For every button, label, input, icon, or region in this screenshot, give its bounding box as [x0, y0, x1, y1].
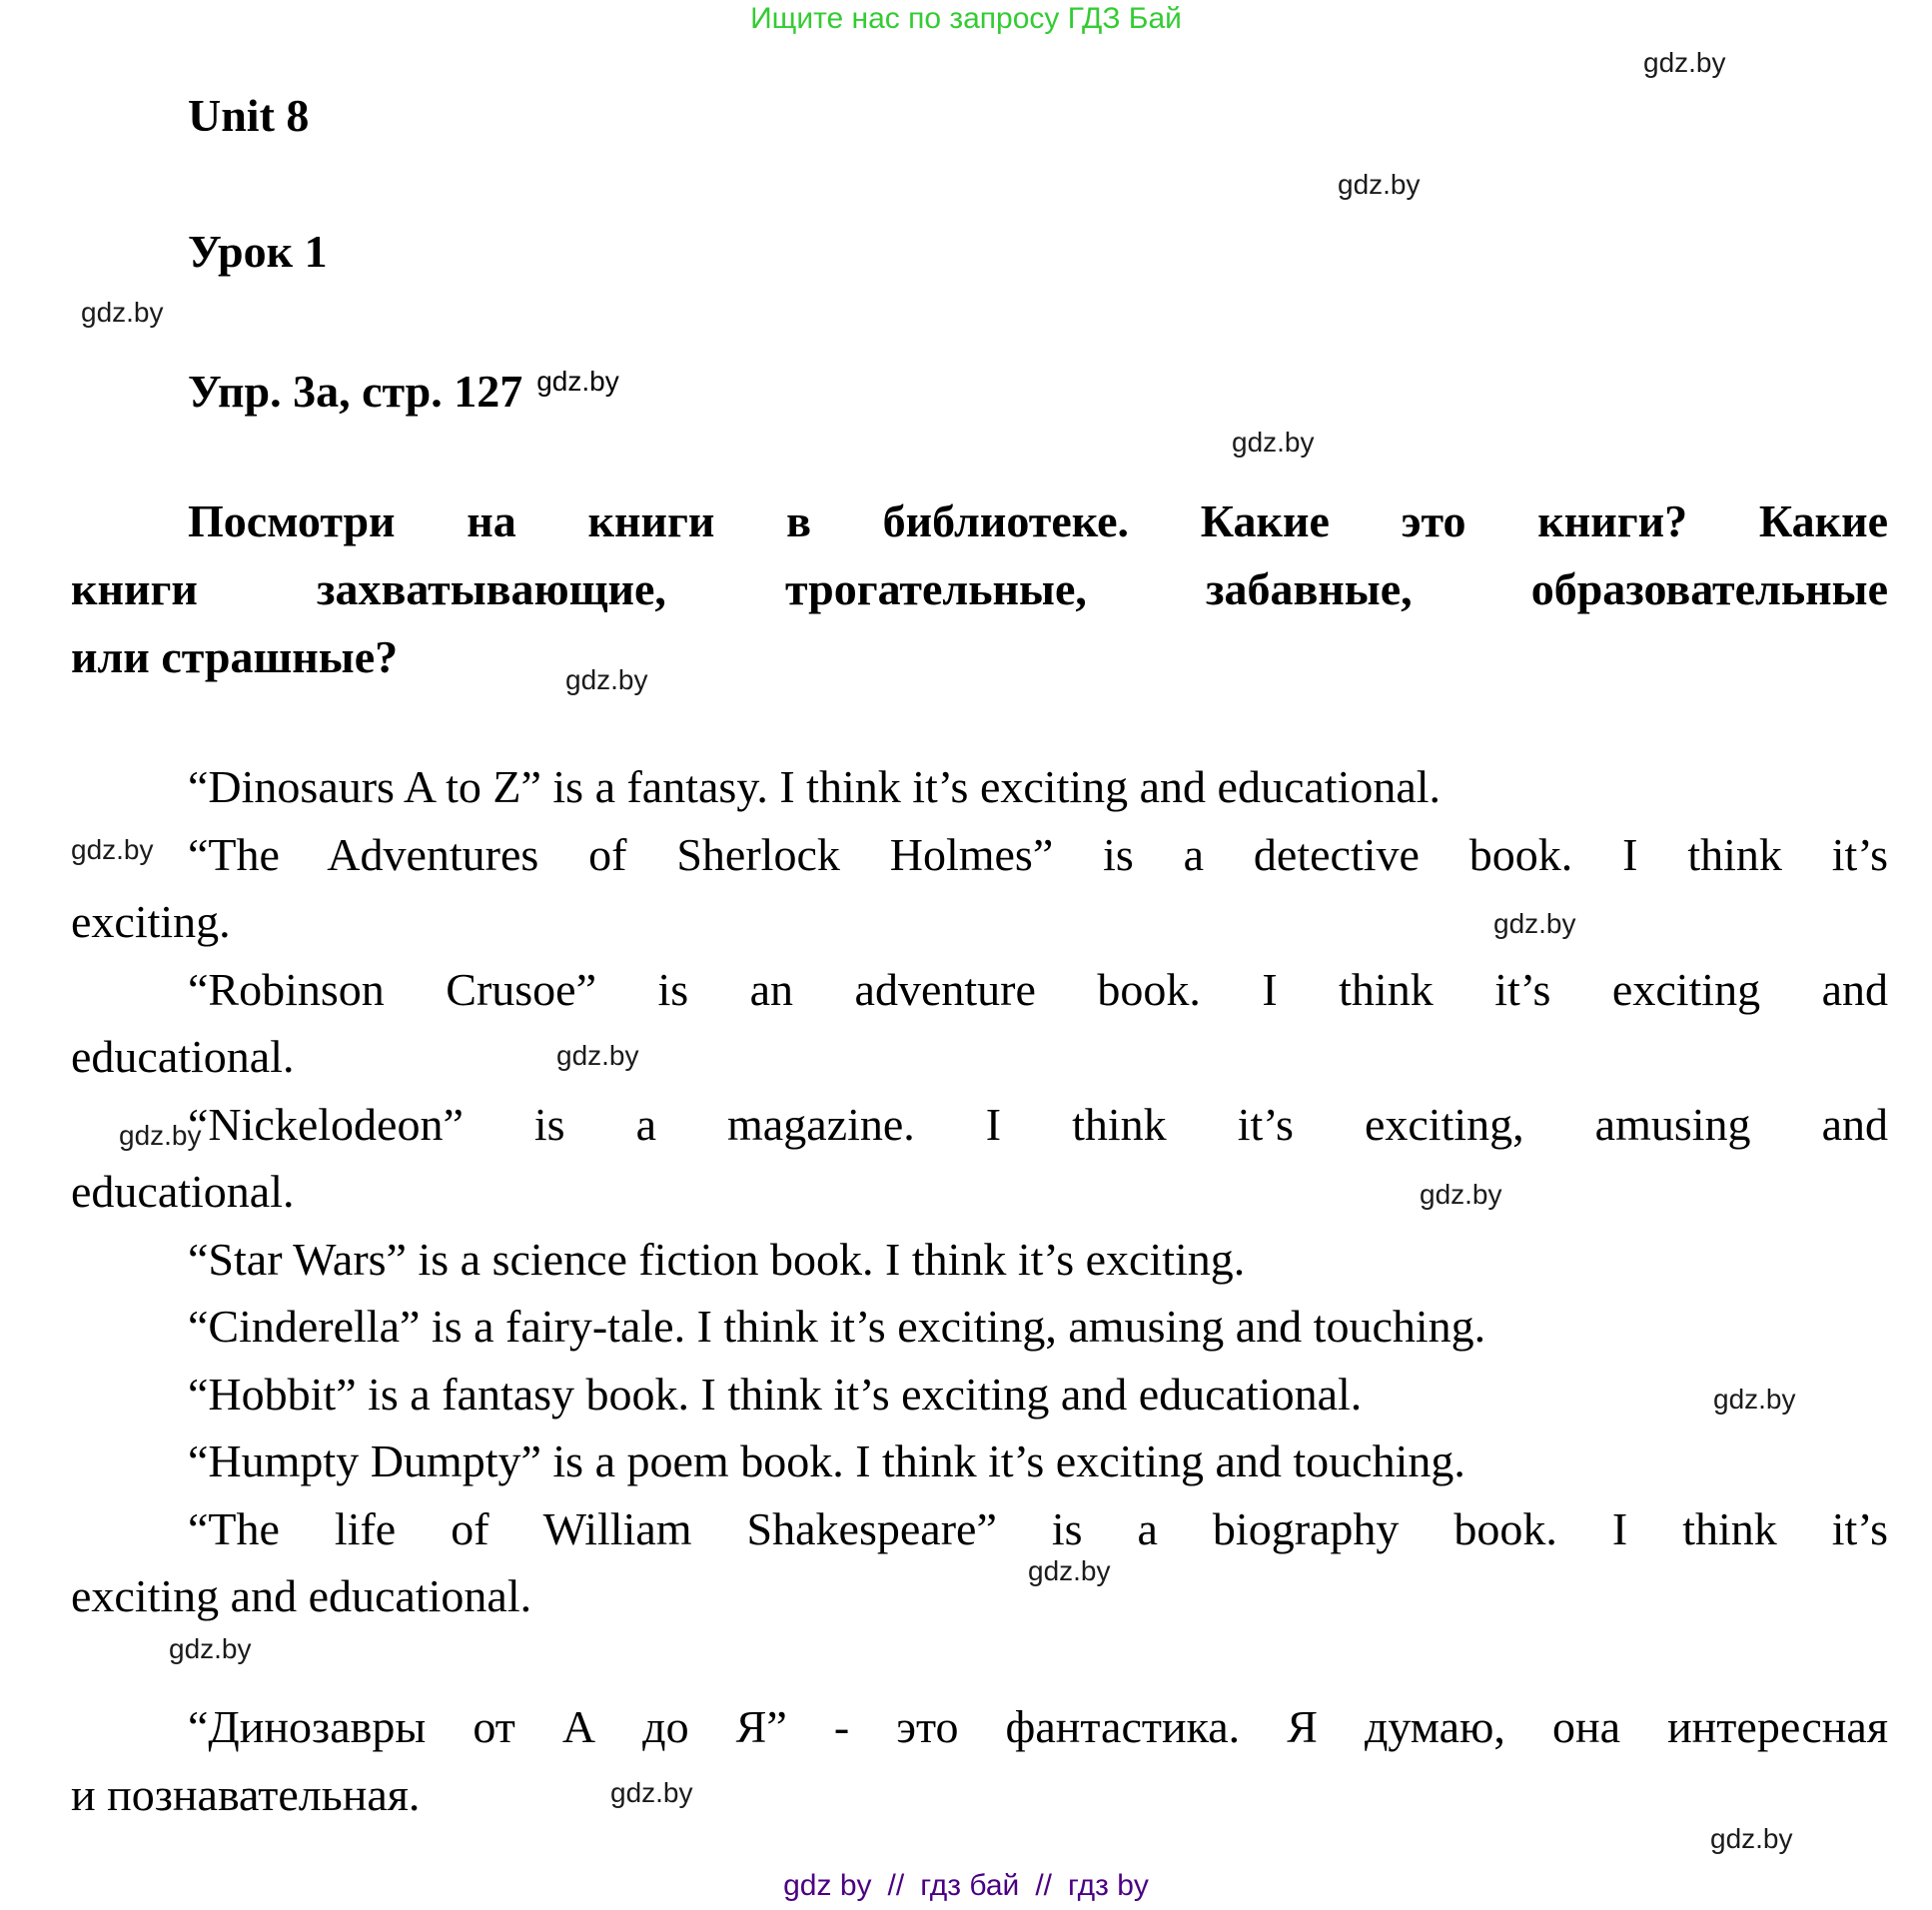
watermark-gdzby: gdz.by: [565, 664, 648, 695]
unit-title: Unit 8: [188, 90, 310, 141]
text-line: exciting.: [71, 896, 231, 947]
text-line: “Hobbit” is a fantasy book. I think it’s exciting and educational.: [188, 1368, 1363, 1420]
watermark-gdzby: gdz.by: [119, 1120, 202, 1151]
text-line: “Cinderella” is a fairy-tale. I think it’s exciting, amusing and touching.: [188, 1301, 1486, 1352]
watermark-gdzby: gdz.by: [1493, 908, 1576, 939]
text-line: “Star Wars” is a science fiction book. I think it’s exciting.: [188, 1233, 1246, 1285]
watermark-gdzby: gdz.by: [1028, 1555, 1111, 1586]
text-line: или страшные?: [71, 631, 399, 682]
exercise-title-text: Упр. 3а, стр. 127: [188, 366, 523, 417]
footer-separator: //: [887, 1869, 905, 1902]
text-line: “Динозавры от А до Я” - это фантастика. Я думаю, она интересная: [188, 1701, 1888, 1752]
watermark-gdzby: gdz.by: [81, 297, 164, 328]
answer-paragraphs: [71, 753, 1888, 1630]
text-line: “Robinson Crusoe” is an adventure book. I think it’s exciting and: [188, 963, 1888, 1015]
watermark-gdzby: gdz.by: [1713, 1384, 1796, 1415]
text-line: Посмотри на книги в библиотеке. Какие это книги? Какие: [188, 495, 1888, 546]
task-paragraph: [71, 487, 1888, 691]
watermark-gdzby: gdz.by: [1420, 1179, 1502, 1210]
text-line: “Nickelodeon” is a magazine. I think it’s exciting, amusing and: [188, 1098, 1888, 1150]
watermark-gdzby: gdz.by: [536, 366, 619, 397]
watermark-gdzby: gdz.by: [1232, 427, 1315, 458]
exercise-title: [188, 356, 619, 418]
text-line: “The life of William Shakespeare” is a biography book. I think it’s: [188, 1502, 1888, 1554]
watermark-gdzby: gdz.by: [1338, 169, 1421, 200]
text-line: “Dinosaurs A to Z” is a fantasy. I think it’s exciting and educational.: [188, 761, 1442, 812]
translation-paragraph: [71, 1693, 1888, 1828]
text-line: exciting and educational.: [71, 1570, 532, 1621]
watermark-gdzby: gdz.by: [169, 1633, 252, 1664]
footer-separator: //: [1035, 1869, 1052, 1902]
text-line: educational.: [71, 1031, 295, 1082]
text-line: “Humpty Dumpty” is a poem book. I think it’s exciting and touching.: [188, 1435, 1465, 1486]
footer-link-gdz-bai[interactable]: гдз бай: [920, 1869, 1020, 1902]
watermark-gdzby: gdz.by: [71, 834, 154, 865]
watermark-gdzby: gdz.by: [610, 1777, 693, 1808]
watermark-gdzby: gdz.by: [1643, 47, 1726, 78]
footer-link-gdz-by[interactable]: gdz by: [783, 1869, 872, 1902]
text-line: книги захватывающие, трогательные, забавные, образовательные: [71, 563, 1888, 614]
lesson-title: Урок 1: [188, 226, 328, 277]
text-line: “The Adventures of Sherlock Holmes” is a detective book. I think it’s: [188, 828, 1888, 880]
footer-link-gdz-by-2[interactable]: гдз by: [1068, 1869, 1149, 1902]
text-line: и познавательная.: [71, 1768, 421, 1820]
text-line: educational.: [71, 1166, 295, 1217]
watermark-gdzby: gdz.by: [556, 1040, 639, 1071]
watermark-gdzby: gdz.by: [1710, 1823, 1793, 1854]
footer: [0, 1868, 1932, 1904]
promo-banner: Ищите нас по запросу ГДЗ Бай: [750, 2, 1182, 35]
